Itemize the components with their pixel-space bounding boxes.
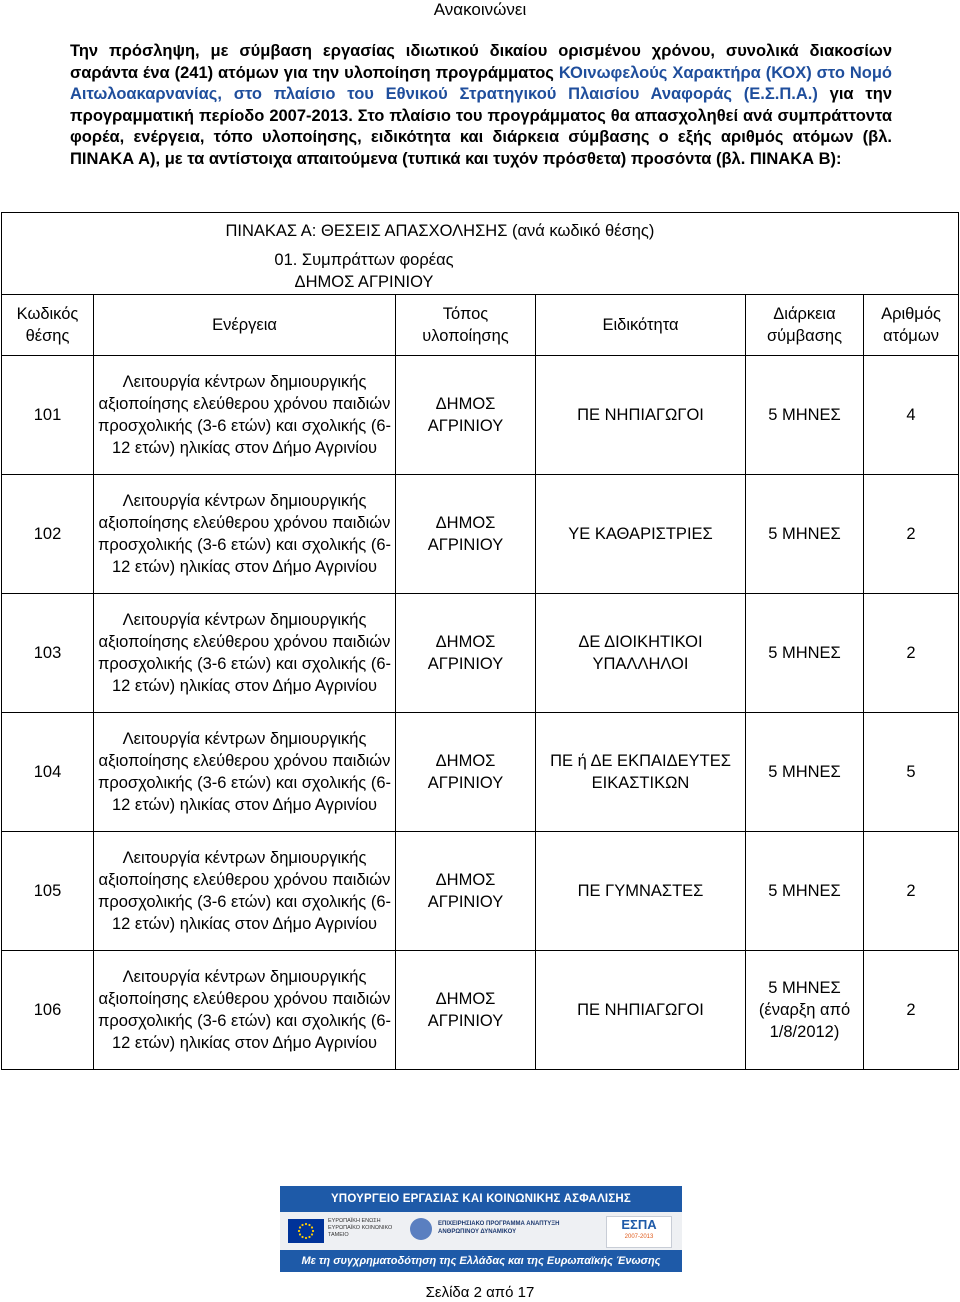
header-location: Τόπος υλοποίησης — [396, 295, 536, 356]
page-number: Σελίδα 2 από 17 — [425, 1284, 535, 1301]
cell-action: Λειτουργία κέντρων δημιουργικής αξιοποίησης ελεύθερου χρόνου παιδιών προσχολικής (3-6 ετών) και σχολικής (6-12 ετών) ηλικίας στον Δήμο Αγρινίου — [94, 356, 396, 475]
cell-location: ΔΗΜΟΣ ΑΓΡΙΝΙΟΥ — [396, 594, 536, 713]
ministry-label: ΥΠΟΥΡΓΕΙΟ ΕΡΓΑΣΙΑΣ ΚΑΙ ΚΟΙΝΩΝΙΚΗΣ ΑΣΦΑΛΙΣΗΣ — [280, 1186, 682, 1212]
positions-table — [1, 212, 959, 1070]
cell-duration: 5 ΜΗΝΕΣ — [746, 713, 864, 832]
cell-duration: 5 ΜΗΝΕΣ — [746, 594, 864, 713]
cell-specialty: ΠΕ ή ΔΕ ΕΚΠΑΙΔΕΥΤΕΣ ΕΙΚΑΣΤΙΚΩΝ — [536, 713, 746, 832]
program-logo-icon — [410, 1218, 432, 1240]
cell-duration: 5 ΜΗΝΕΣ — [746, 475, 864, 594]
cell-persons: 2 — [864, 951, 959, 1070]
cell-specialty: ΥΕ ΚΑΘΑΡΙΣΤΡΙΕΣ — [536, 475, 746, 594]
cell-action: Λειτουργία κέντρων δημιουργικής αξιοποίησης ελεύθερου χρόνου παιδιών προσχολικής (3-6 ετών) και σχολικής (6-12 ετών) ηλικίας στον Δήμο Αγρινίου — [94, 475, 396, 594]
table-row — [2, 832, 959, 951]
cell-code: 102 — [2, 475, 94, 594]
header-specialty: Ειδικότητα — [536, 295, 746, 356]
cell-action: Λειτουργία κέντρων δημιουργικής αξιοποίησης ελεύθερου χρόνου παιδιών προσχολικής (3-6 ετών) και σχολικής (6-12 ετών) ηλικίας στον Δήμο Αγρινίου — [94, 713, 396, 832]
header-action: Ενέργεια — [94, 295, 396, 356]
espa-years: 2007-2013 — [624, 1234, 654, 1240]
org-cell — [94, 248, 959, 295]
table-row — [2, 713, 959, 832]
funding-banner — [280, 1186, 682, 1272]
cell-code: 104 — [2, 713, 94, 832]
logos-strip — [280, 1212, 682, 1250]
cell-action: Λειτουργία κέντρων δημιουργικής αξιοποίησης ελεύθερου χρόνου παιδιών προσχολικής (3-6 ετών) και σχολικής (6-12 ετών) ηλικίας στον Δήμο Αγρινίου — [94, 951, 396, 1070]
table-title: ΠΙΝΑΚΑΣ Α: ΘΕΣΕΙΣ ΑΠΑΣΧΟΛΗΣΗΣ (ανά κωδικό θέσης) — [94, 213, 959, 249]
table-title-row — [2, 213, 959, 249]
table-row — [2, 356, 959, 475]
cell-location: ΔΗΜΟΣ ΑΓΡΙΝΙΟΥ — [396, 951, 536, 1070]
cell-duration: 5 ΜΗΝΕΣ — [746, 832, 864, 951]
cell-code: 103 — [2, 594, 94, 713]
cell-location: ΔΗΜΟΣ ΑΓΡΙΝΙΟΥ — [396, 356, 536, 475]
cell-location: ΔΗΜΟΣ ΑΓΡΙΝΙΟΥ — [396, 832, 536, 951]
cell-action: Λειτουργία κέντρων δημιουργικής αξιοποίησης ελεύθερου χρόνου παιδιών προσχολικής (3-6 ετών) και σχολικής (6-12 ετών) ηλικίας στον Δήμο Αγρινίου — [94, 832, 396, 951]
intro-text-part2: για την προγραμματική περίοδο 2007-2013. Στο πλαίσιο του προγράμματος θα απασχοληθεί ανά συμπράττοντα φορέα, ενέργεια, τόπο υλοποίησης, ειδικότητα και διάρκεια σύμβασης ο εξής αριθμός ατόμων (βλ. ΠΙΝΑΚΑ Α), με τα αντίστοιχα απαιτούμενα (τυπικά και τυχόν πρόσθετα) προσόντα (βλ. ΠΙΝΑΚΑ Β): — [70, 85, 892, 168]
table-row — [2, 594, 959, 713]
org-row — [2, 248, 959, 295]
cell-persons: 2 — [864, 832, 959, 951]
cell-specialty: ΠΕ ΝΗΠΙΑΓΩΓΟΙ — [536, 356, 746, 475]
cell-specialty: ΠΕ ΝΗΠΙΑΓΩΓΟΙ — [536, 951, 746, 1070]
cell-specialty: ΔΕ ΔΙΟΙΚΗΤΙΚΟΙ ΥΠΑΛΛΗΛΟΙ — [536, 594, 746, 713]
cell-code: 105 — [2, 832, 94, 951]
funding-slogan: Με τη συγχρηματοδότηση της Ελλάδας και της Ευρωπαϊκής Ένωσης — [280, 1250, 682, 1272]
cell-persons: 2 — [864, 594, 959, 713]
table-row — [2, 951, 959, 1070]
espa-label: ΕΣΠΑ — [621, 1217, 657, 1232]
intro-text-part1: Την πρόσληψη, με σύμβαση εργασίας ιδιωτικού δικαίου ορισμένου χρόνου, συνολικά διακοσίων σαράντα ένα (241) ατόμων για την υλοποίηση προγράμματος — [70, 42, 892, 82]
eu-union-label: ΕΥΡΩΠΑΪΚΗ ΕΝΩΣΗ ΕΥΡΩΠΑΪΚΟ ΚΟΙΝΩΝΙΚΟ ΤΑΜΕΙΟ — [328, 1218, 393, 1238]
cell-code: 101 — [2, 356, 94, 475]
cell-action: Λειτουργία κέντρων δημιουργικής αξιοποίησης ελεύθερου χρόνου παιδιών προσχολικής (3-6 ετών) και σχολικής (6-12 ετών) ηλικίας στον Δήμο Αγρινίου — [94, 594, 396, 713]
cell-location: ΔΗΜΟΣ ΑΓΡΙΝΙΟΥ — [396, 475, 536, 594]
cell-persons: 2 — [864, 475, 959, 594]
header-persons: Αριθμός ατόμων — [864, 295, 959, 356]
table-row — [2, 475, 959, 594]
cell-duration: 5 ΜΗΝΕΣ (έναρξη από 1/8/2012) — [746, 951, 864, 1070]
org-spacer-cell — [2, 248, 94, 295]
cell-location: ΔΗΜΟΣ ΑΓΡΙΝΙΟΥ — [396, 713, 536, 832]
cell-code: 106 — [2, 951, 94, 1070]
org-line1: 01. Συμπράττων φορέας — [274, 251, 454, 269]
header-row — [2, 295, 959, 356]
eu-flag-icon — [288, 1219, 324, 1243]
org-line2: ΔΗΜΟΣ ΑΓΡΙΝΙΟΥ — [294, 273, 434, 291]
intro-program-name: ΚΟινωφελούς Χαρακτήρα (ΚΟΧ) στο Νομό Αιτωλοακαρνανίας, στο πλαίσιο του Εθνικού Στρατηγικού Πλαισίου Αναφοράς (Ε.Σ.Π.Α.) — [70, 63, 893, 103]
cell-specialty: ΠΕ ΓΥΜΝΑΣΤΕΣ — [536, 832, 746, 951]
page-header: Ανακοινώνει — [433, 0, 527, 19]
title-spacer-cell — [2, 213, 94, 249]
intro-paragraph — [70, 41, 892, 170]
header-code: Κωδικός θέσης — [2, 295, 94, 356]
cell-persons: 4 — [864, 356, 959, 475]
espa-logo — [606, 1216, 672, 1248]
cell-persons: 5 — [864, 713, 959, 832]
program-label: ΕΠΙΧΕΙΡΗΣΙΑΚΟ ΠΡΟΓΡΑΜΜΑ ΑΝΑΠΤΥΞΗ ΑΝΘΡΩΠΙΝΟΥ ΔΥΝΑΜΙΚΟΥ — [438, 1221, 560, 1235]
header-duration: Διάρκεια σύμβασης — [746, 295, 864, 356]
cell-duration: 5 ΜΗΝΕΣ — [746, 356, 864, 475]
